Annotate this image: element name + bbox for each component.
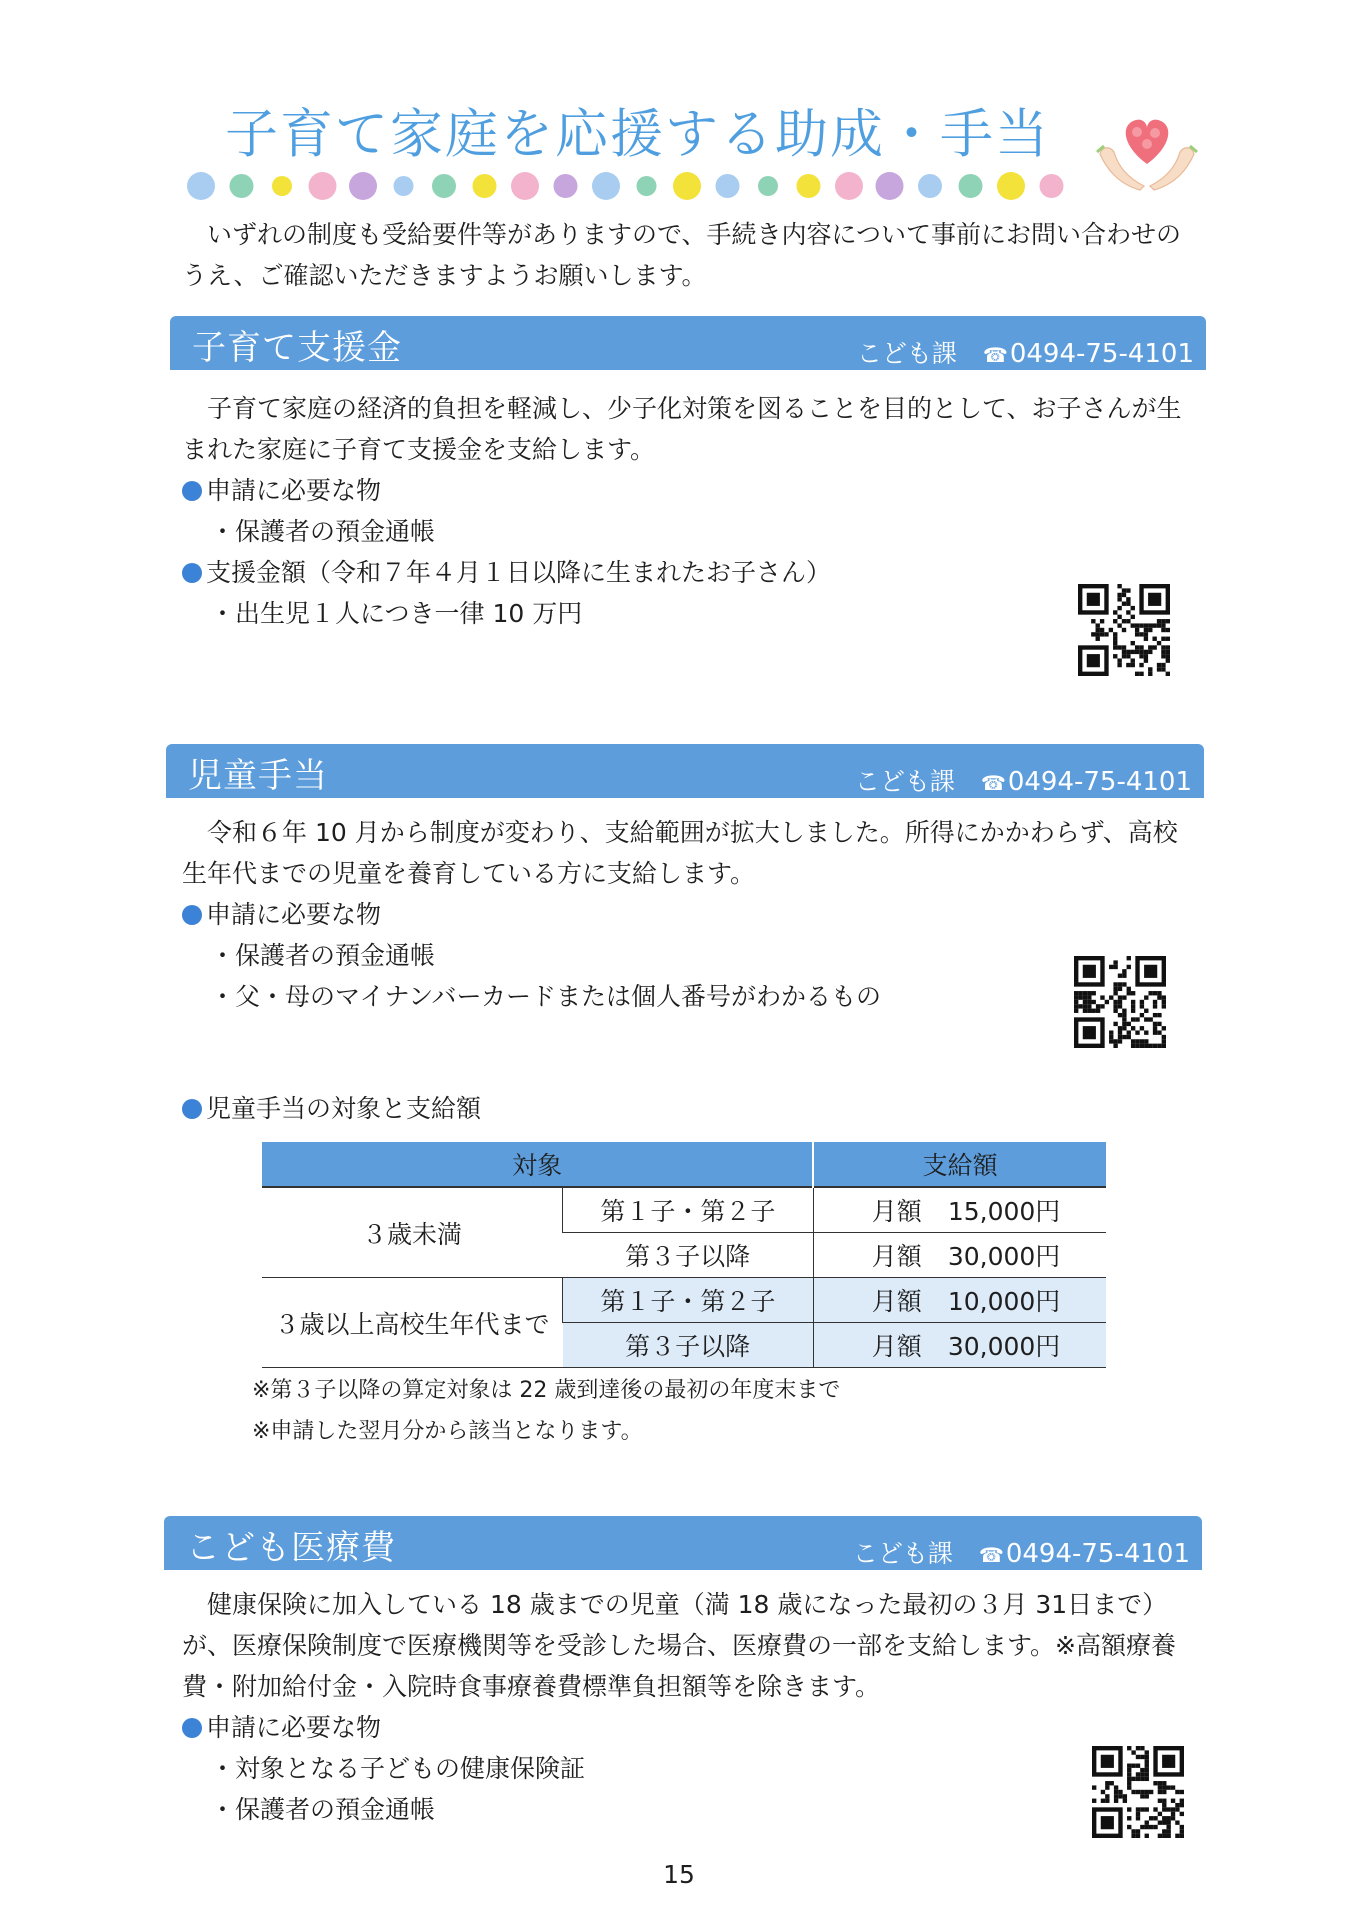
decorative-dot bbox=[349, 172, 377, 200]
bullet-icon bbox=[182, 1099, 202, 1119]
phone-icon: ☎ bbox=[980, 771, 1006, 795]
department-label: こども課 bbox=[856, 339, 957, 368]
decorative-dot bbox=[1040, 174, 1064, 198]
decorative-dot bbox=[511, 172, 539, 200]
section-description: 子育て家庭の経済的負担を軽減し、少子化対策を図ることを目的として、お子さんが生まれた家庭に子育て支援金を支給します。 bbox=[182, 394, 1182, 464]
list-item: ・保護者の預金通帳 bbox=[210, 941, 436, 970]
qr-code-icon[interactable] bbox=[1078, 584, 1170, 676]
decorative-dot bbox=[835, 172, 863, 200]
required-heading: 申請に必要な物 bbox=[182, 894, 1192, 935]
heart-hands-illustration bbox=[1092, 106, 1202, 206]
phone-icon: ☎ bbox=[978, 1543, 1004, 1567]
decorative-dot bbox=[959, 174, 983, 198]
age-group-cell: ３歳以上高校生年代まで bbox=[262, 1278, 563, 1368]
amount-cell: 月額 30,000円 bbox=[813, 1233, 1106, 1278]
page-title: 子育て家庭を応援する助成・手当 bbox=[225, 104, 1050, 165]
list-item: ・保護者の預金通帳 bbox=[210, 517, 436, 546]
child-order-cell: 第３子以降 bbox=[563, 1323, 814, 1368]
required-heading: 申請に必要な物 bbox=[182, 1707, 1192, 1748]
phone-number: 0494-75-4101 bbox=[1009, 339, 1194, 369]
section-contact bbox=[857, 334, 1194, 370]
child-order-cell: 第３子以降 bbox=[563, 1233, 814, 1278]
decorative-dot bbox=[997, 172, 1025, 200]
decorative-dot bbox=[797, 174, 821, 198]
section-title: こども医療費 bbox=[186, 1528, 396, 1568]
table-header-amount: 支給額 bbox=[813, 1142, 1106, 1187]
decorative-dot bbox=[637, 176, 657, 196]
section-body-kosodate-shienkin bbox=[182, 388, 1192, 634]
phone-icon: ☎ bbox=[982, 343, 1008, 367]
decorative-dot bbox=[758, 176, 778, 196]
list-item: ・対象となる子どもの健康保険証 bbox=[210, 1754, 586, 1783]
phone-number: 0494-75-4101 bbox=[1007, 767, 1192, 797]
amount-cell: 月額 15,000円 bbox=[813, 1187, 1106, 1233]
decorative-dot bbox=[473, 174, 497, 198]
child-order-cell: 第１子・第２子 bbox=[563, 1278, 814, 1323]
intro-text: いずれの制度も受給要件等がありますので、手続き内容について事前にお問い合わせのうえ、ご確認いただきますようお願いします。 bbox=[182, 220, 1182, 290]
page-number: 15 bbox=[663, 1860, 695, 1889]
qr-code-icon[interactable] bbox=[1074, 956, 1166, 1048]
department-label: こども課 bbox=[854, 767, 955, 796]
table-notes bbox=[252, 1370, 840, 1452]
decorative-dot bbox=[716, 174, 740, 198]
decorative-dots bbox=[185, 168, 1085, 204]
table-row bbox=[262, 1278, 1106, 1323]
decorative-dot bbox=[554, 174, 578, 198]
section-header-kosodate-shienkin bbox=[170, 316, 1206, 370]
qr-code-icon[interactable] bbox=[1092, 1746, 1184, 1838]
section-header-jido-teate bbox=[166, 744, 1204, 798]
section-description: 令和６年 10 月から制度が変わり、支給範囲が拡大しました。所得にかかわらず、高校生年代までの児童を養育している方に支給します。 bbox=[182, 818, 1178, 888]
department-label: こども課 bbox=[852, 1539, 953, 1568]
decorative-dot bbox=[592, 172, 620, 200]
decorative-dot bbox=[673, 172, 701, 200]
list-item: ・出生児１人につき一律 10 万円 bbox=[210, 599, 583, 628]
decorative-dot bbox=[394, 176, 414, 196]
decorative-dot bbox=[876, 172, 904, 200]
bullet-icon bbox=[182, 1718, 202, 1738]
decorative-dot bbox=[272, 176, 292, 196]
child-allowance-table bbox=[262, 1142, 1106, 1368]
note: ※申請した翌月分から該当となります。 bbox=[252, 1419, 643, 1444]
section-title: 子育て支援金 bbox=[192, 328, 402, 368]
amount-cell: 月額 10,000円 bbox=[813, 1278, 1106, 1323]
age-group-cell: ３歳未満 bbox=[262, 1187, 563, 1278]
table-heading: 児童手当の対象と支給額 bbox=[182, 1088, 1192, 1129]
section-body-jido-teate bbox=[182, 812, 1192, 1017]
section-body-kodomo-iryohi bbox=[182, 1584, 1192, 1830]
table-row bbox=[262, 1187, 1106, 1233]
decorative-dot bbox=[187, 172, 215, 200]
list-item: ・保護者の預金通帳 bbox=[210, 1795, 436, 1824]
bullet-icon bbox=[182, 563, 202, 583]
bullet-icon bbox=[182, 481, 202, 501]
list-item: ・父・母のマイナンバーカードまたは個人番号がわかるもの bbox=[210, 982, 882, 1011]
section-title: 児童手当 bbox=[188, 756, 328, 796]
section-description: 健康保険に加入している 18 歳までの児童（満 18 歳になった最初の３月 31日まで）が、医療保険制度で医療機関等を受診した場合、医療費の一部を支給します。※高額療養費・附加給付金・入院時食事療養費標準負担額等を除きます。 bbox=[182, 1590, 1176, 1701]
decorative-dot bbox=[309, 172, 337, 200]
section-contact bbox=[855, 762, 1192, 798]
child-order-cell: 第１子・第２子 bbox=[563, 1187, 814, 1233]
decorative-dot bbox=[432, 174, 456, 198]
amount-heading: 支援金額（令和７年４月１日以降に生まれたお子さん） bbox=[182, 552, 1192, 593]
decorative-dot bbox=[918, 174, 942, 198]
section-header-kodomo-iryohi bbox=[164, 1516, 1202, 1570]
required-heading: 申請に必要な物 bbox=[182, 470, 1192, 511]
note: ※第３子以降の算定対象は 22 歳到達後の最初の年度末まで bbox=[252, 1378, 841, 1403]
table-header-target: 対象 bbox=[262, 1142, 813, 1187]
phone-number: 0494-75-4101 bbox=[1005, 1539, 1190, 1569]
section-contact bbox=[853, 1534, 1190, 1570]
decorative-dot bbox=[230, 174, 254, 198]
table-header-row bbox=[262, 1142, 1106, 1187]
bullet-icon bbox=[182, 905, 202, 925]
amount-cell: 月額 30,000円 bbox=[813, 1323, 1106, 1368]
